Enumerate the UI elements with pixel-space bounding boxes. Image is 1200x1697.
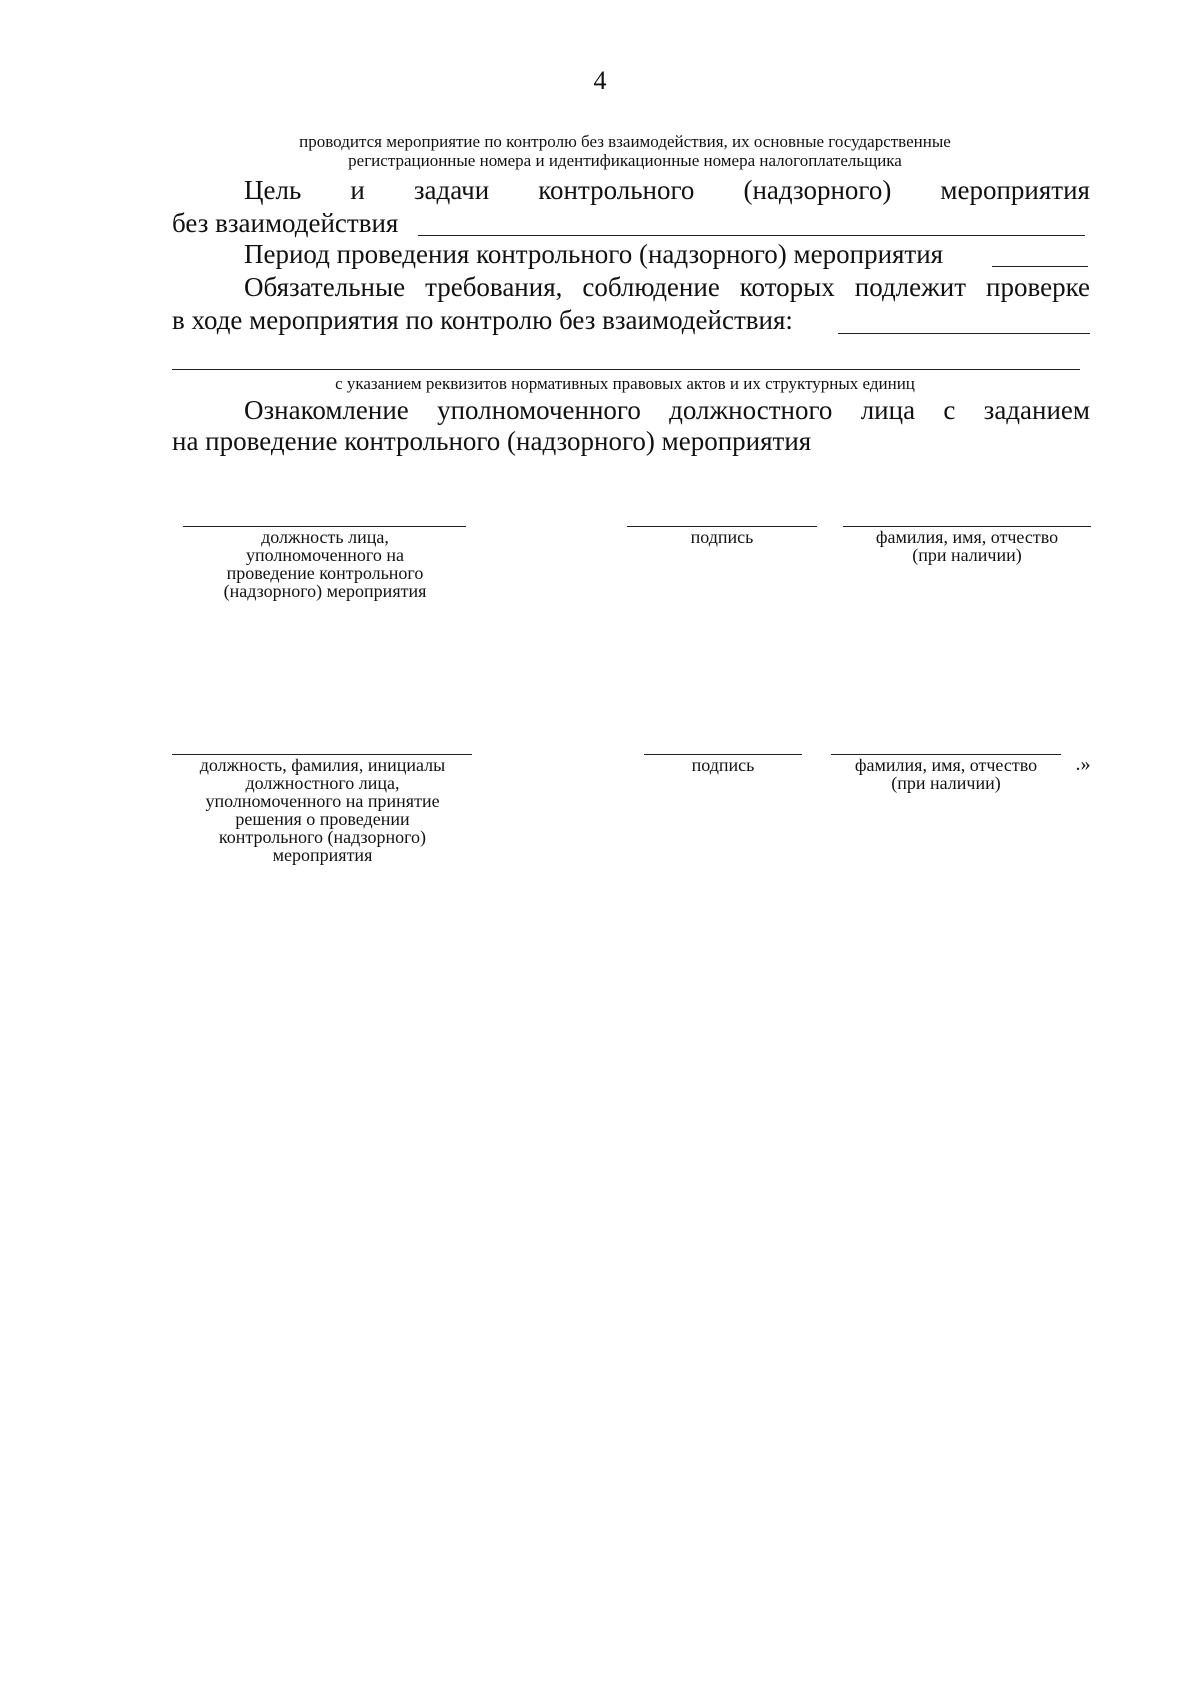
header-caption [200, 132, 1050, 170]
requirements-fill-line-2 [172, 369, 1080, 370]
signature-caption-2: подпись [691, 755, 755, 775]
caption-line: (при наличии) [912, 545, 1022, 565]
name-caption-1 [843, 528, 1091, 564]
period-text: Период проведения контрольного (надзорного) мероприятия [244, 239, 944, 269]
position-caption-1 [170, 528, 480, 600]
caption-line: решения о проведении [235, 809, 410, 829]
caption-line: (надзорного) мероприятия [223, 581, 427, 601]
requirements-caption: с указанием реквизитов нормативных правовых актов и их структурных единиц [335, 374, 915, 393]
familiarization-line-2: на проведение контрольного (надзорного) мероприятия [172, 426, 812, 456]
requirements-line-2: в ходе мероприятия по контролю без взаимодействия: [172, 305, 793, 335]
goal-word: мероприятия [940, 175, 1090, 205]
signature-caption-1: подпись [690, 527, 754, 547]
caption-line: контрольного (надзорного) [218, 827, 427, 847]
requirements-fill-line-1 [838, 333, 1090, 334]
caption-line: фамилия, имя, отчество [875, 527, 1059, 547]
page-number: 4 [593, 66, 607, 95]
header-caption-line-2: регистрационные номера и идентификационные номера налогоплательщика [348, 151, 902, 170]
goal-line-2: без взаимодействия [172, 208, 399, 238]
caption-line: уполномоченного на принятие [205, 791, 440, 811]
header-caption-line-1: проводится мероприятие по контролю без взаимодействия, их основные государственные [299, 132, 951, 151]
position-caption-2 [165, 756, 480, 864]
closing-mark: .» [1075, 753, 1091, 775]
caption-line: фамилия, имя, отчество [854, 755, 1038, 775]
period-fill-line [992, 266, 1088, 267]
name-caption-2 [831, 756, 1061, 792]
goal-word: задачи [413, 175, 490, 205]
caption-line: проведение контрольного [226, 563, 424, 583]
goal-word: контрольного [538, 175, 695, 205]
goal-word: Цель [244, 175, 302, 205]
goal-word: и [350, 175, 365, 205]
caption-line: мероприятия [272, 845, 373, 865]
goal-word: (надзорного) [743, 175, 892, 205]
goal-line-1 [244, 174, 1090, 206]
caption-line: должность, фамилия, инициалы [199, 755, 446, 775]
requirements-line-1: Обязательные требования, соблюдение которых подлежит проверке [244, 272, 1090, 302]
caption-line: уполномоченного на [246, 545, 404, 565]
familiarization-line-1: Ознакомление уполномоченного должностного лица с заданием [244, 395, 1090, 425]
goal-fill-line [418, 235, 1085, 236]
caption-line: должность лица, [261, 527, 389, 547]
caption-line: (при наличии) [891, 773, 1001, 793]
caption-line: должностного лица, [245, 773, 400, 793]
